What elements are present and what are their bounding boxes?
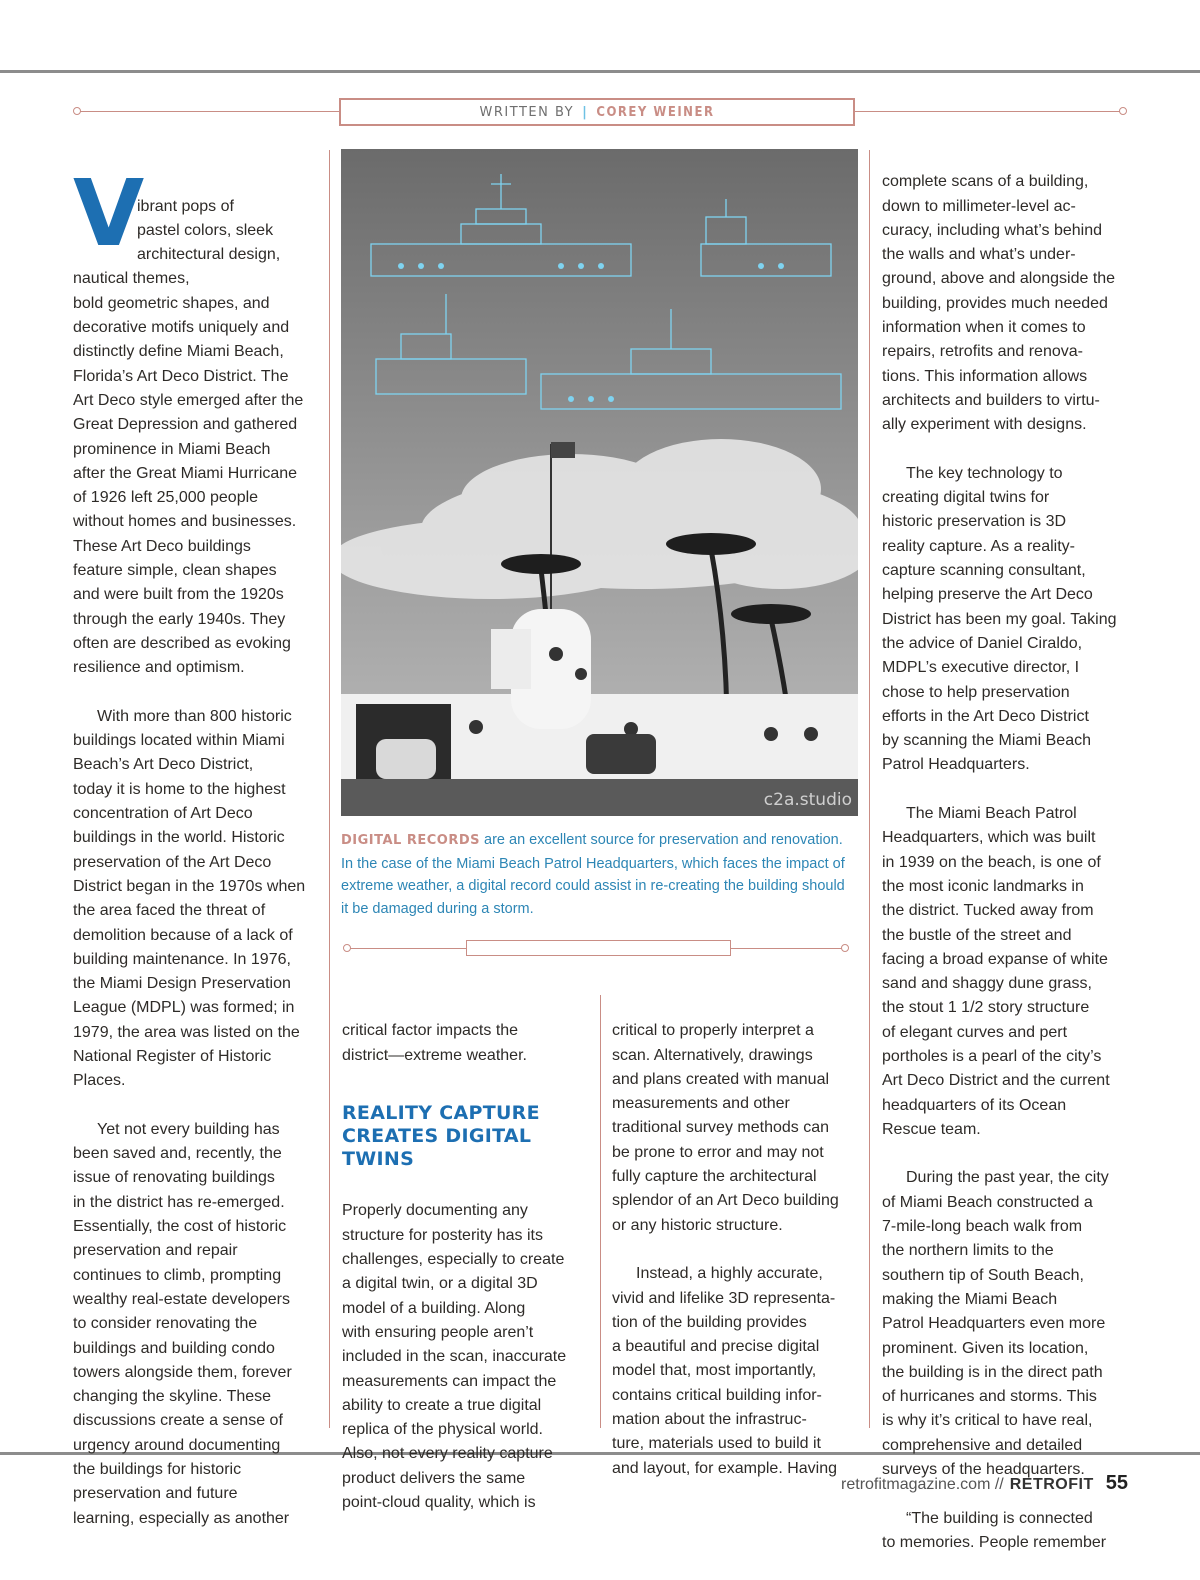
column-2-paragraph-2: Properly documenting any structure for posterity has its challenges, especially to create a digital twin, or a digital 3D model of a building. Along with ensuring people aren’t included in the scan, inaccurate measurements can impact the ability to create a true digital replica of the physical world. Also, not every reality capture product delivers the same point-cloud quality, which is	[342, 1202, 567, 1512]
caption-rule-box	[466, 940, 731, 956]
column-4-paragraph-4: During the past year, the city of Miami Beach constructed a 7-mile-long beach walk from the northern limits to the southern tip of South Beach, making the Miami Beach Patrol Headquarters even more prominent. Given its location, the building is in the direct path of hurricanes and storms. This is why it’s critical to have real, comprehensive and detailed surveys of the headquarters.	[882, 1169, 1109, 1479]
column-3	[612, 995, 864, 1505]
byline-label: WRITTEN BY	[479, 104, 575, 120]
byline	[339, 98, 855, 126]
flag	[551, 442, 575, 458]
column-2	[342, 995, 597, 1540]
column-1-paragraph-1: ibrant pops of pastel colors, sleek architectural design, nautical themes, bold geometric shapes, and decorative motifs uniquely and distinctly define Miami Beach, Florida’s Art Deco District. The Art Deco style emerged after the Great Depression and gathered prominence in Miami Beach after the Great Miami Hurricane of 1926 left 25,000 people without homes and businesses. These Art Deco buildings feature simple, clean shapes and were built from the 1920s through the early 1940s. They often are described as evoking resilience and optimism.	[73, 197, 304, 677]
photo-caption	[341, 829, 851, 920]
caption-rule-left-dot	[343, 944, 351, 952]
column-4-paragraph-2: The key technology to creating digital twins for historic preservation is 3D reality capture. As a reality- capture scanning consultant, helping preserve the Art Deco District has been my goal. Taking the advice of Daniel Ciraldo, MDPL’s executive director, I chose to help preservation efforts in the Art Deco District by scanning the Miami Beach Patrol Headquarters.	[882, 464, 1117, 774]
column-3-paragraph-2: Instead, a highly accurate, vivid and lifelike 3D representa- tion of the building provides a beautiful and precise digital model that, most importantly, contains critical building infor- mation about the infrastruc- ture, materials used to build it and layout, for example. Having	[612, 1265, 838, 1477]
column-2-paragraph-1: critical factor impacts the district—extreme weather.	[342, 1022, 527, 1064]
column-divider-3	[869, 150, 870, 1428]
byline-separator: |	[582, 104, 589, 120]
section-subhead: REALITY CAPTURE CREATES DIGITAL TWINS	[342, 1102, 540, 1171]
byline-rule-left-dot	[73, 107, 81, 115]
column-1	[73, 146, 323, 1555]
column-4-paragraph-3: The Miami Beach Patrol Headquarters, which was built in 1939 on the beach, is one of the most iconic landmarks in the district. Tucked away from the bustle of the street and facing a broad expanse of white sand and shaggy dune grass, the stout 1 1/2 story structure of elegant curves and pert portholes is a pearl of the city’s Art Deco District and the current headquarters of its Ocean Rescue team.	[882, 805, 1110, 1138]
drop-cap: V	[73, 160, 145, 268]
headquarters-photo	[341, 149, 858, 816]
footer-site: retrofitmagazine.com //	[841, 1476, 1004, 1493]
column-divider-2	[600, 995, 601, 1428]
caption-text: are an excellent source for preservation and renovation. In the case of the Miami Beach Patrol Headquarters, which faces the impact of extreme weather, a digital record could assist in re-creating the building should it be damaged during a storm.	[341, 832, 845, 917]
photo-watermark: c2a.studio	[763, 790, 852, 810]
column-4-paragraph-5: “The building is connected to memories. People remember	[882, 1509, 1107, 1551]
top-rule	[0, 70, 1200, 73]
photo-illustration	[341, 149, 858, 816]
column-4	[882, 146, 1132, 1580]
column-4-paragraph-1: complete scans of a building, down to millimeter-level ac- curacy, including what’s behind the walls and what’s under- ground, above and alongside the building, provides much needed information when it comes to repairs, retrofits and renova- tions. This information allows architects and builders to virtu- ally experiment with designs.	[882, 173, 1116, 434]
page-footer	[841, 1472, 1128, 1495]
column-1-paragraph-3: Yet not every building has been saved and, recently, the issue of renovating buildings in the district has re-emerged. Essentially, the cost of historic preservation and repair continues to climb, prompting wealthy real-estate developers to consider renovating the buildings and building condo towers alongside them, forever changing the skyline. These discussions create a sense of urgency around documenting the buildings for historic preservation and future learning, especially as another	[73, 1120, 292, 1527]
caption-lead: DIGITAL RECORDS	[341, 833, 481, 848]
caption-rule-right-dot	[841, 944, 849, 952]
page-number: 55	[1105, 1472, 1128, 1494]
footer-brand: RETROFIT	[1009, 1476, 1094, 1493]
column-1-paragraph-2: With more than 800 historic buildings located within Miami Beach’s Art Deco District, today it is home to the highest concentration of Art Deco buildings in the world. Historic preservation of the Art Deco District began in the 1970s when the area faced the threat of demolition because of a lack of building maintenance. In 1976, the Miami Design Preservation League (MDPL) was formed; in 1979, the area was listed on the National Register of Historic Places.	[73, 707, 306, 1090]
column-3-paragraph-1: critical to properly interpret a scan. Alternatively, drawings and plans created with manual measurements and other traditional survey methods can be prone to error and may not fully capture the architectural splendor of an Art Deco building or any historic structure.	[612, 1022, 839, 1234]
byline-author: COREY WEINER	[596, 104, 715, 120]
byline-rule-right-dot	[1119, 107, 1127, 115]
column-divider-1	[329, 150, 330, 1428]
